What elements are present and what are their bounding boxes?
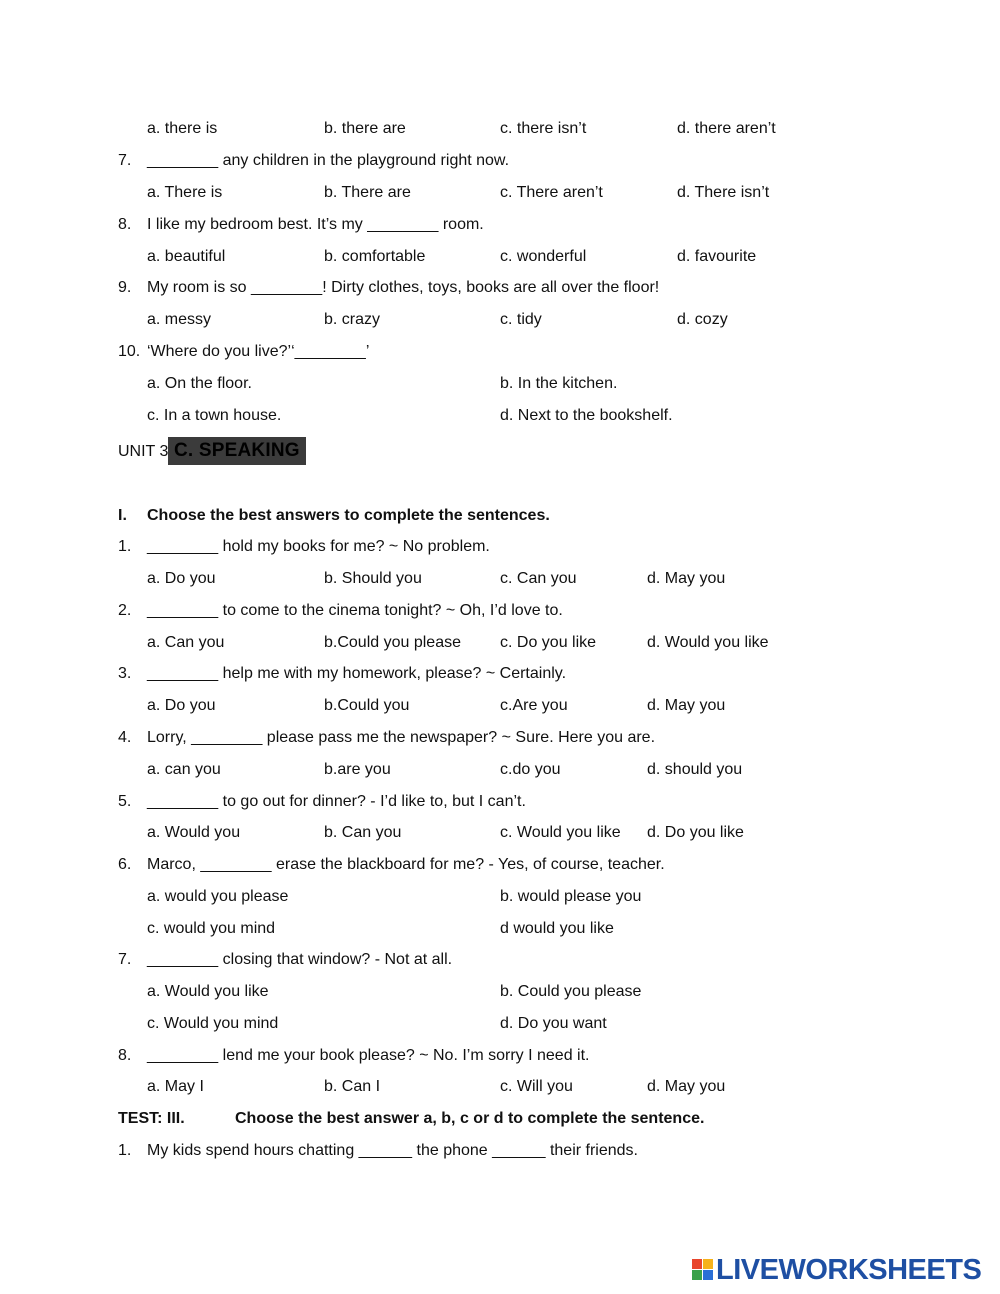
section-number: I. — [118, 507, 127, 524]
question-number: 7. — [118, 951, 132, 968]
question-text: I like my bedroom best. It’s my ________ room. — [147, 216, 484, 233]
option-c[interactable]: c. Will you — [500, 1078, 573, 1095]
option-c[interactable]: c. there isn’t — [500, 120, 587, 137]
question-text: ________ to go out for dinner? - I’d like to, but I can’t. — [147, 793, 526, 810]
option-a[interactable]: a. there is — [147, 120, 218, 137]
option-a[interactable]: a. would you please — [147, 888, 289, 905]
option-a[interactable]: a. can you — [147, 761, 221, 778]
liveworksheets-logo — [692, 1254, 990, 1286]
question-text: ________ to come to the cinema tonight? ~ Oh, I’d love to. — [147, 602, 563, 619]
question-text: ________ closing that window? - Not at all. — [147, 951, 453, 968]
liveworksheets-logo-icon — [692, 1259, 714, 1281]
unit-label: UNIT 3 — [118, 443, 169, 460]
question-text: Marco, ________ erase the blackboard for me? - Yes, of course, teacher. — [147, 856, 665, 873]
speaking-question-7 — [0, 948, 1000, 972]
logo-text: LIVEWORKSHEETS — [716, 1254, 982, 1286]
option-b[interactable]: b.Could you please — [324, 634, 461, 651]
option-d[interactable]: d. favourite — [677, 248, 757, 265]
question-9-options — [0, 308, 1000, 332]
option-a[interactable]: a. Would you — [147, 824, 241, 841]
option-b[interactable]: b. Can I — [324, 1078, 381, 1095]
question-text: ‘Where do you live?’‘________’ — [147, 343, 370, 360]
option-d[interactable]: d. Next to the bookshelf. — [500, 407, 673, 424]
option-a[interactable]: a. Do you — [147, 570, 216, 587]
unit-header — [0, 440, 1000, 464]
test-instruction: Choose the best answer a, b, c or d to complete the sentence. — [235, 1110, 705, 1127]
option-c[interactable]: c. wonderful — [500, 248, 587, 265]
option-c[interactable]: c. In a town house. — [147, 407, 282, 424]
question-text: ________ any children in the playground right now. — [147, 152, 510, 169]
option-b[interactable]: b. Could you please — [500, 983, 642, 1000]
option-a[interactable]: a. messy — [147, 311, 212, 328]
question-7-options — [0, 181, 1000, 205]
option-d[interactable]: d. cozy — [677, 311, 728, 328]
option-a[interactable]: a. May I — [147, 1078, 204, 1095]
question-7 — [0, 149, 1000, 173]
question-number: 7. — [118, 152, 132, 169]
speaking-question-7-options-row-2 — [0, 1012, 1000, 1036]
speaking-question-4-options — [0, 758, 1000, 782]
question-number: 4. — [118, 729, 132, 746]
test-question-1 — [0, 1139, 1000, 1163]
question-text: Lorry, ________ please pass me the newspaper? ~ Sure. Here you are. — [147, 729, 656, 746]
section-i-heading — [0, 504, 1000, 528]
option-c[interactable]: c. There aren’t — [500, 184, 603, 201]
option-b[interactable]: b.Could you — [324, 697, 410, 714]
speaking-question-2 — [0, 599, 1000, 623]
test-label: TEST: III. — [118, 1110, 185, 1127]
question-number: 8. — [118, 1047, 132, 1064]
option-d[interactable]: d. there aren’t — [677, 120, 776, 137]
speaking-question-1 — [0, 535, 1000, 559]
option-c[interactable]: c.Are you — [500, 697, 568, 714]
option-b[interactable]: b. There are — [324, 184, 411, 201]
question-text: My room is so ________! Dirty clothes, toys, books are all over the floor! — [147, 279, 660, 296]
option-d[interactable]: d. Do you want — [500, 1015, 607, 1032]
option-d[interactable]: d would you like — [500, 920, 614, 937]
speaking-question-6-options-row-2 — [0, 917, 1000, 941]
option-b[interactable]: b. Can you — [324, 824, 402, 841]
question-text: ________ help me with my homework, please? ~ Certainly. — [147, 665, 567, 682]
question-number: 1. — [118, 1142, 132, 1159]
question-number: 8. — [118, 216, 132, 233]
option-d[interactable]: d. Do you like — [647, 824, 744, 841]
option-c[interactable]: c. tidy — [500, 311, 542, 328]
question-8 — [0, 213, 1000, 237]
question-number: 6. — [118, 856, 132, 873]
question-text: ________ lend me your book please? ~ No. I’m sorry I need it. — [147, 1047, 590, 1064]
option-c[interactable]: c. Can you — [500, 570, 577, 587]
speaking-question-8 — [0, 1044, 1000, 1068]
speaking-question-2-options — [0, 631, 1000, 655]
option-b[interactable]: b. there are — [324, 120, 406, 137]
option-d[interactable]: d. should you — [647, 761, 743, 778]
option-c[interactable]: c. Would you like — [500, 824, 621, 841]
question-8-options — [0, 245, 1000, 269]
option-c[interactable]: c. Would you mind — [147, 1015, 279, 1032]
option-b[interactable]: b. comfortable — [324, 248, 426, 265]
option-a[interactable]: a. There is — [147, 184, 223, 201]
option-b[interactable]: b.are you — [324, 761, 391, 778]
option-d[interactable]: d. May you — [647, 697, 726, 714]
question-text: My kids spend hours chatting ______ the phone ______ their friends. — [147, 1142, 638, 1159]
section-instruction: Choose the best answers to complete the sentences. — [147, 507, 550, 524]
speaking-question-6-options-row-1 — [0, 885, 1000, 909]
question-number: 10. — [118, 343, 141, 360]
speaking-question-5 — [0, 790, 1000, 814]
option-c[interactable]: c. Do you like — [500, 634, 597, 651]
question-number: 3. — [118, 665, 132, 682]
option-c[interactable]: c. would you mind — [147, 920, 276, 937]
option-a[interactable]: a. On the floor. — [147, 375, 252, 392]
q6-options — [0, 117, 1000, 141]
question-10-options-row-2 — [0, 404, 1000, 428]
question-number: 2. — [118, 602, 132, 619]
question-number: 9. — [118, 279, 132, 296]
speaking-question-3-options — [0, 694, 1000, 718]
section-heading: C. SPEAKING — [168, 437, 306, 465]
option-a[interactable]: a. Do you — [147, 697, 216, 714]
option-b[interactable]: b. crazy — [324, 311, 381, 328]
option-d[interactable]: d. May you — [647, 570, 726, 587]
option-d[interactable]: d. Would you like — [647, 634, 769, 651]
speaking-question-8-options — [0, 1075, 1000, 1099]
option-b[interactable]: b. would please you — [500, 888, 642, 905]
question-text: ________ hold my books for me? ~ No problem. — [147, 538, 490, 555]
question-10-options-row-1 — [0, 372, 1000, 396]
option-a[interactable]: a. Can you — [147, 634, 225, 651]
speaking-question-3 — [0, 662, 1000, 686]
option-d[interactable]: d. There isn’t — [677, 184, 770, 201]
option-b[interactable]: b. Should you — [324, 570, 422, 587]
option-c[interactable]: c.do you — [500, 761, 561, 778]
speaking-question-1-options — [0, 567, 1000, 591]
option-a[interactable]: a. Would you like — [147, 983, 269, 1000]
speaking-question-7-options-row-1 — [0, 980, 1000, 1004]
question-10 — [0, 340, 1000, 364]
test-iii-heading — [0, 1107, 1000, 1131]
option-d[interactable]: d. May you — [647, 1078, 726, 1095]
option-b[interactable]: b. In the kitchen. — [500, 375, 618, 392]
question-number: 1. — [118, 538, 132, 555]
question-number: 5. — [118, 793, 132, 810]
speaking-question-5-options — [0, 821, 1000, 845]
speaking-question-6 — [0, 853, 1000, 877]
speaking-question-4 — [0, 726, 1000, 750]
question-9 — [0, 276, 1000, 300]
option-a[interactable]: a. beautiful — [147, 248, 226, 265]
